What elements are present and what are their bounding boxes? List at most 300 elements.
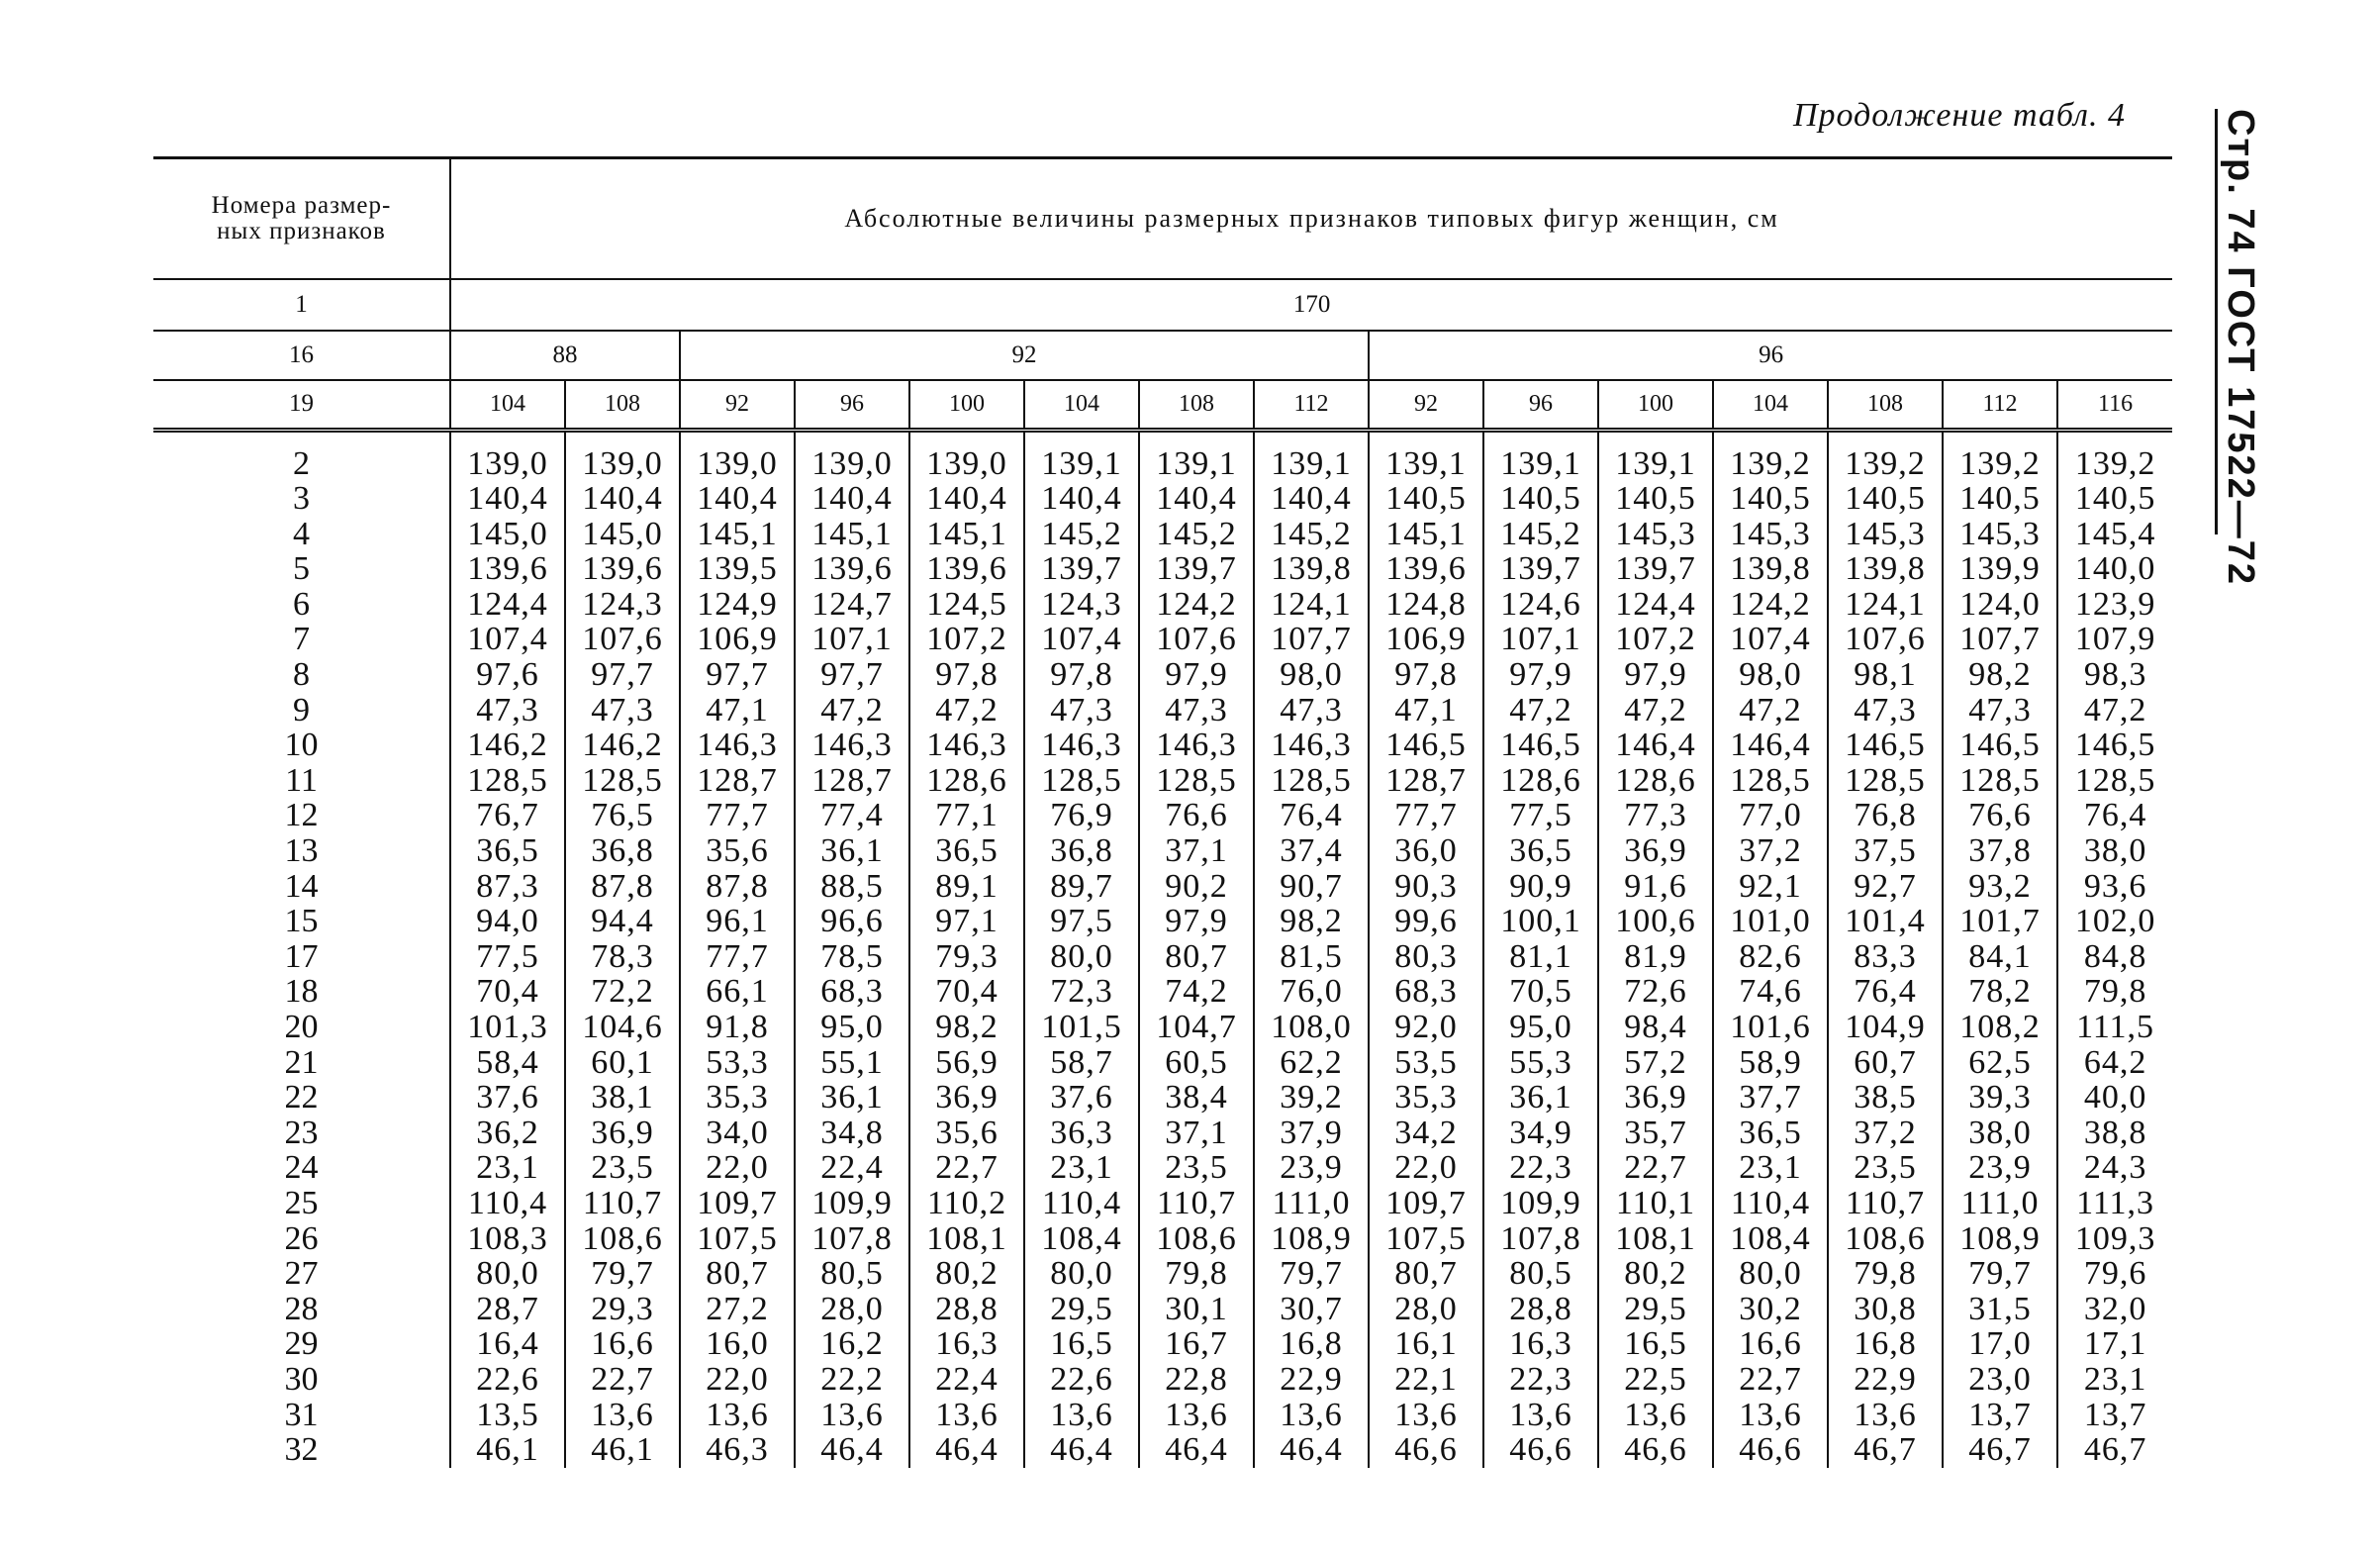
- table-cell: 128,6: [909, 763, 1024, 799]
- table-cell: 139,6: [1369, 551, 1483, 587]
- table-cell: 94,4: [565, 904, 680, 939]
- table-row: [153, 1362, 2172, 1398]
- table-cell: 139,2: [1713, 446, 1828, 482]
- table-cell: 13,6: [1598, 1398, 1713, 1433]
- table-cell: 23,0: [1943, 1362, 2057, 1398]
- table-cell: 124,7: [795, 587, 909, 623]
- row-number: 20: [153, 1010, 450, 1045]
- table-cell: 97,8: [1369, 657, 1483, 693]
- table-cell: 106,9: [1369, 622, 1483, 657]
- table-cell: 22,0: [680, 1362, 795, 1398]
- table-cell: 145,2: [1483, 517, 1598, 552]
- table-cell: 68,3: [795, 974, 909, 1010]
- table-cell: 22,5: [1598, 1362, 1713, 1398]
- table-cell: 76,4: [1828, 974, 1943, 1010]
- table-cell: 84,1: [1943, 939, 2057, 975]
- table-cell: 82,6: [1713, 939, 1828, 975]
- table-cell: 16,5: [1598, 1326, 1713, 1362]
- table-cell: 101,0: [1713, 904, 1828, 939]
- table-row: [153, 1398, 2172, 1433]
- table-cell: 22,4: [795, 1150, 909, 1186]
- table-cell: 80,0: [1024, 939, 1139, 975]
- table-cell: 37,1: [1139, 1116, 1254, 1151]
- table-cell: 140,5: [1943, 481, 2057, 517]
- spacer-cell: [2057, 430, 2172, 446]
- table-cell: 90,7: [1254, 869, 1369, 905]
- table-cell: 23,5: [1828, 1150, 1943, 1186]
- table-cell: 77,7: [680, 939, 795, 975]
- table-cell: 76,4: [2083, 797, 2147, 834]
- page-side-header: Стр. 74 ГОСТ 17522—72: [2220, 109, 2261, 587]
- table-cell: 80,7: [1369, 1256, 1483, 1292]
- table-cell: 139,0: [565, 446, 680, 482]
- table-cell: 47,3: [1943, 693, 2057, 728]
- table-cell: 128,7: [795, 763, 909, 799]
- table-cell: 145,1: [680, 517, 795, 552]
- table-cell: 98,1: [1828, 657, 1943, 693]
- table-cell: 35,7: [1598, 1116, 1713, 1151]
- table-cell: 77,1: [909, 798, 1024, 833]
- spacer-cell: [1024, 430, 1139, 446]
- table-cell: 91,6: [1598, 869, 1713, 905]
- table-cell: 79,8: [1828, 1256, 1943, 1292]
- table-cell: 108,4: [1024, 1221, 1139, 1257]
- table-cell: 47,2: [1598, 693, 1713, 728]
- table-cell: 128,5: [1024, 763, 1139, 799]
- table-cell: 139,1: [1483, 446, 1598, 482]
- table-cell: 80,5: [795, 1256, 909, 1292]
- table-cell: 111,0: [1254, 1186, 1369, 1221]
- table-cell: 140,4: [450, 481, 565, 517]
- table-cell: 34,9: [1483, 1116, 1598, 1151]
- row-number: 7: [153, 622, 450, 657]
- table-cell: 46,7: [2083, 1431, 2147, 1469]
- table-cell: 46,3: [680, 1432, 795, 1468]
- table-cell: 108,4: [1713, 1221, 1828, 1257]
- spacer-cell: [565, 430, 680, 446]
- table-cell: 140,4: [1024, 481, 1139, 517]
- table-cell: 76,8: [1828, 798, 1943, 833]
- table-cell: 92,0: [1369, 1010, 1483, 1045]
- table-cell: 95,0: [1483, 1010, 1598, 1045]
- table-cell: 98,2: [909, 1010, 1024, 1045]
- table-cell: 139,2: [1943, 446, 2057, 482]
- subcol-header: 100: [1598, 380, 1713, 430]
- table-cell: 146,3: [1254, 728, 1369, 763]
- table-cell: 110,7: [565, 1186, 680, 1221]
- spacer-cell: [450, 430, 565, 446]
- table-cell: 98,2: [1943, 657, 2057, 693]
- table-row: [153, 1432, 2172, 1468]
- table-cell: 22,9: [1828, 1362, 1943, 1398]
- table-cell: 107,1: [795, 622, 909, 657]
- table-cell: 146,5: [1943, 728, 2057, 763]
- table-cell: 140,4: [909, 481, 1024, 517]
- table-cell: 128,5: [2074, 761, 2156, 799]
- table-cell: 128,5: [1713, 763, 1828, 799]
- table-cell: 76,0: [1254, 974, 1369, 1010]
- table-cell: 39,2: [1254, 1080, 1369, 1116]
- table-cell: 37,6: [450, 1080, 565, 1116]
- table-cell: 36,8: [1024, 833, 1139, 869]
- table-cell: 81,5: [1254, 939, 1369, 975]
- table-cell: 16,7: [1139, 1326, 1254, 1362]
- subcol-header: 96: [1483, 380, 1598, 430]
- table-cell: 38,0: [1943, 1116, 2057, 1151]
- subcol-header: 112: [1254, 380, 1369, 430]
- table-cell: 128,6: [1598, 763, 1713, 799]
- table-cell: 124,3: [565, 587, 680, 623]
- row-number: 3: [153, 481, 450, 517]
- table-cell: 97,1: [909, 904, 1024, 939]
- table-cell: 13,6: [1024, 1398, 1139, 1433]
- table-cell: 79,8: [2083, 973, 2147, 1011]
- measurements-table: [153, 156, 2172, 1468]
- table-cell: 30,7: [1254, 1292, 1369, 1327]
- table-cell: 37,2: [1713, 833, 1828, 869]
- table-cell: 111,0: [1943, 1186, 2057, 1221]
- table-cell: 145,3: [1943, 517, 2057, 552]
- spacer-cell: [1713, 430, 1828, 446]
- table-cell: 47,3: [1828, 693, 1943, 728]
- table-cell: 146,3: [1139, 728, 1254, 763]
- table-cell: 146,4: [1713, 728, 1828, 763]
- table-header: [153, 158, 2172, 446]
- table-cell: 101,4: [1828, 904, 1943, 939]
- table-cell: 107,4: [450, 622, 565, 657]
- table-cell: 124,2: [1713, 587, 1828, 623]
- table-cell: 110,4: [1713, 1186, 1828, 1221]
- table-cell: 13,5: [450, 1398, 565, 1433]
- table-cell: 139,1: [1024, 446, 1139, 482]
- table-cell: 145,3: [1598, 517, 1713, 552]
- table-cell: 28,8: [1483, 1292, 1598, 1327]
- header-row-19: [153, 380, 2172, 430]
- table-cell: 139,1: [1598, 446, 1713, 482]
- subcol-header: 108: [1139, 380, 1254, 430]
- table-cell: 139,7: [1483, 551, 1598, 587]
- table-cell: 47,1: [680, 693, 795, 728]
- table-cell: 46,1: [565, 1432, 680, 1468]
- table-cell: 79,7: [1943, 1256, 2057, 1292]
- table-cell: 98,4: [1598, 1010, 1713, 1045]
- table-cell: 146,2: [565, 728, 680, 763]
- table-cell: 107,5: [680, 1221, 795, 1257]
- header-row-16: [153, 331, 2172, 380]
- table-cell: 145,3: [1713, 517, 1828, 552]
- table-cell: 29,5: [1024, 1292, 1139, 1327]
- table-cell: 139,6: [909, 551, 1024, 587]
- table-cell: 140,4: [565, 481, 680, 517]
- table-cell: 16,8: [1254, 1326, 1369, 1362]
- table-cell: 36,1: [795, 833, 909, 869]
- table-cell: 146,2: [450, 728, 565, 763]
- table-cell: 83,3: [1828, 939, 1943, 975]
- table-cell: 36,5: [1713, 1116, 1828, 1151]
- table-cell: 128,7: [680, 763, 795, 799]
- table-cell: 139,1: [1254, 446, 1369, 482]
- table-cell: 22,3: [1483, 1150, 1598, 1186]
- table-cell: 97,8: [1024, 657, 1139, 693]
- table-cell: 46,4: [909, 1432, 1024, 1468]
- table-cell: 101,7: [1943, 904, 2057, 939]
- table-cell: 146,3: [795, 728, 909, 763]
- table-cell: 13,7: [1943, 1398, 2057, 1433]
- table-cell: 140,4: [795, 481, 909, 517]
- table-cell: 128,5: [1254, 763, 1369, 799]
- side-header-rule: [2215, 109, 2218, 534]
- table-cell: 22,7: [1713, 1362, 1828, 1398]
- table-cell: 38,4: [1139, 1080, 1254, 1116]
- table-cell: 36,5: [1483, 833, 1598, 869]
- table-cell: 46,7: [1828, 1432, 1943, 1468]
- table-cell: 22,7: [909, 1150, 1024, 1186]
- height-value: 170: [450, 279, 2172, 331]
- table-cell: 56,9: [909, 1045, 1024, 1081]
- table-cell: 97,6: [450, 657, 565, 693]
- table-cell: 55,3: [1483, 1045, 1598, 1081]
- table-cell: 46,7: [1943, 1432, 2057, 1468]
- table-cell: 90,3: [1369, 869, 1483, 905]
- table-cell: 139,0: [795, 446, 909, 482]
- table-cell: 92,7: [1828, 869, 1943, 905]
- table-cell: 58,7: [1024, 1045, 1139, 1081]
- table-cell: 107,2: [909, 622, 1024, 657]
- table-cell: 140,5: [1369, 481, 1483, 517]
- table-cell: 38,8: [2083, 1114, 2147, 1151]
- group-96: 96: [1369, 331, 2172, 380]
- table-cell: 96,6: [795, 904, 909, 939]
- table-cell: 47,3: [1024, 693, 1139, 728]
- table-cell: 101,5: [1024, 1010, 1139, 1045]
- table-row: [153, 622, 2172, 657]
- table-cell: 107,8: [795, 1221, 909, 1257]
- table-cell: 38,1: [565, 1080, 680, 1116]
- table-cell: 108,3: [450, 1221, 565, 1257]
- table-cell: 46,1: [450, 1432, 565, 1468]
- table-cell: 139,2: [1828, 446, 1943, 482]
- table-cell: 97,9: [1598, 657, 1713, 693]
- table-row: [153, 1080, 2172, 1116]
- table-cell: 77,4: [795, 798, 909, 833]
- table-cell: 128,5: [1943, 763, 2057, 799]
- table-cell: 77,0: [1713, 798, 1828, 833]
- table-cell: 140,5: [2074, 480, 2156, 518]
- table-cell: 62,2: [1254, 1045, 1369, 1081]
- table-cell: 108,6: [1828, 1221, 1943, 1257]
- table-cell: 36,1: [795, 1080, 909, 1116]
- table-row: [153, 587, 2172, 623]
- measurements-table-wrapper: [153, 156, 2172, 1468]
- table-cell: 97,7: [795, 657, 909, 693]
- spacer-cell: [795, 430, 909, 446]
- table-cell: 92,1: [1713, 869, 1828, 905]
- table-cell: 146,5: [2074, 727, 2156, 764]
- table-cell: 109,9: [795, 1186, 909, 1221]
- table-cell: 139,0: [909, 446, 1024, 482]
- table-cell: 81,1: [1483, 939, 1598, 975]
- table-cell: 38,5: [1828, 1080, 1943, 1116]
- spacer-cell: [1483, 430, 1598, 446]
- table-cell: 47,3: [1254, 693, 1369, 728]
- spacer-cell: [1943, 430, 2057, 446]
- table-cell: 124,8: [1369, 587, 1483, 623]
- table-cell: 87,8: [565, 869, 680, 905]
- table-cell: 139,2: [2074, 444, 2156, 482]
- table-cell: 13,6: [1139, 1398, 1254, 1433]
- table-cell: 107,4: [1713, 622, 1828, 657]
- table-cell: 38,0: [2083, 832, 2147, 870]
- table-cell: 146,3: [680, 728, 795, 763]
- table-row: [153, 1186, 2172, 1221]
- table-cell: 109,7: [680, 1186, 795, 1221]
- table-cell: 35,3: [1369, 1080, 1483, 1116]
- table-cell: 145,4: [2074, 515, 2156, 552]
- row-number: 27: [153, 1256, 450, 1292]
- table-cell: 77,7: [1369, 798, 1483, 833]
- table-cell: 16,3: [1483, 1326, 1598, 1362]
- table-cell: 72,2: [565, 974, 680, 1010]
- table-cell: 23,1: [1713, 1150, 1828, 1186]
- header-row-1: [153, 279, 2172, 331]
- table-cell: 53,3: [680, 1045, 795, 1081]
- table-cell: 106,9: [680, 622, 795, 657]
- table-cell: 13,6: [909, 1398, 1024, 1433]
- table-row: [153, 1256, 2172, 1292]
- table-cell: 13,6: [565, 1398, 680, 1433]
- table-cell: 46,4: [1139, 1432, 1254, 1468]
- table-cell: 17,0: [1943, 1326, 2057, 1362]
- table-cell: 46,6: [1369, 1432, 1483, 1468]
- table-cell: 80,0: [1713, 1256, 1828, 1292]
- table-cell: 47,2: [1713, 693, 1828, 728]
- table-cell: 74,6: [1713, 974, 1828, 1010]
- table-cell: 140,5: [1483, 481, 1598, 517]
- table-cell: 22,8: [1139, 1362, 1254, 1398]
- table-cell: 80,7: [680, 1256, 795, 1292]
- table-cell: 16,4: [450, 1326, 565, 1362]
- table-cell: 22,9: [1254, 1362, 1369, 1398]
- row-number: 10: [153, 728, 450, 763]
- table-cell: 62,5: [1943, 1045, 2057, 1081]
- row-number: 12: [153, 798, 450, 833]
- table-row: [153, 1221, 2172, 1257]
- table-cell: 78,5: [795, 939, 909, 975]
- table-cell: 16,6: [1713, 1326, 1828, 1362]
- table-cell: 146,4: [1598, 728, 1713, 763]
- row-label-16: 16: [153, 331, 450, 380]
- row-number: 22: [153, 1080, 450, 1116]
- table-cell: 107,7: [1943, 622, 2057, 657]
- row-label-19: 19: [153, 380, 450, 430]
- table-cell: 77,5: [450, 939, 565, 975]
- table-row: [153, 1326, 2172, 1362]
- table-cell: 108,6: [1139, 1221, 1254, 1257]
- table-cell: 37,9: [1254, 1116, 1369, 1151]
- table-cell: 80,7: [1139, 939, 1254, 975]
- table-cell: 140,5: [1828, 481, 1943, 517]
- table-cell: 23,9: [1254, 1150, 1369, 1186]
- table-cell: 76,9: [1024, 798, 1139, 833]
- table-cell: 107,8: [1483, 1221, 1598, 1257]
- subcol-header: 104: [1713, 380, 1828, 430]
- table-cell: 32,0: [2083, 1290, 2147, 1327]
- table-cell: 110,4: [450, 1186, 565, 1221]
- table-cell: 58,4: [450, 1045, 565, 1081]
- table-cell: 97,7: [565, 657, 680, 693]
- table-cell: 89,7: [1024, 869, 1139, 905]
- table-cell: 35,6: [909, 1116, 1024, 1151]
- table-cell: 16,0: [680, 1326, 795, 1362]
- table-row: [153, 974, 2172, 1010]
- table-cell: 145,3: [1828, 517, 1943, 552]
- table-body: [153, 446, 2172, 1468]
- table-cell: 36,1: [1483, 1080, 1598, 1116]
- table-cell: 128,6: [1483, 763, 1598, 799]
- spacer-cell: [153, 430, 450, 446]
- table-cell: 110,2: [909, 1186, 1024, 1221]
- table-cell: 22,0: [680, 1150, 795, 1186]
- table-cell: 36,2: [450, 1116, 565, 1151]
- table-cell: 97,9: [1139, 904, 1254, 939]
- spacer-cell: [1139, 430, 1254, 446]
- table-cell: 110,1: [1598, 1186, 1713, 1221]
- table-cell: 57,2: [1598, 1045, 1713, 1081]
- table-cell: 91,8: [680, 1010, 795, 1045]
- spacer-cell: [1254, 430, 1369, 446]
- table-cell: 99,6: [1369, 904, 1483, 939]
- table-cell: 30,2: [1713, 1292, 1828, 1327]
- table-cell: 36,0: [1369, 833, 1483, 869]
- table-cell: 23,9: [1943, 1150, 2057, 1186]
- table-cell: 22,6: [1024, 1362, 1139, 1398]
- row-number: 26: [153, 1221, 450, 1257]
- table-cell: 107,1: [1483, 622, 1598, 657]
- table-cell: 68,3: [1369, 974, 1483, 1010]
- table-cell: 98,3: [2083, 656, 2147, 694]
- table-cell: 27,2: [680, 1292, 795, 1327]
- row-number: 5: [153, 551, 450, 587]
- table-row: [153, 693, 2172, 728]
- table-cell: 70,4: [909, 974, 1024, 1010]
- table-cell: 109,7: [1369, 1186, 1483, 1221]
- table-cell: 30,1: [1139, 1292, 1254, 1327]
- table-cell: 80,0: [1024, 1256, 1139, 1292]
- table-cell: 64,2: [2083, 1043, 2147, 1081]
- table-cell: 100,1: [1483, 904, 1598, 939]
- table-cell: 30,8: [1828, 1292, 1943, 1327]
- row-number: 2: [153, 446, 450, 482]
- table-row: [153, 904, 2172, 939]
- spacer-cell: [680, 430, 795, 446]
- table-cell: 80,5: [1483, 1256, 1598, 1292]
- table-cell: 36,5: [909, 833, 1024, 869]
- table-cell: 77,3: [1598, 798, 1713, 833]
- table-cell: 47,2: [795, 693, 909, 728]
- table-cell: 97,9: [1483, 657, 1598, 693]
- table-cell: 58,9: [1713, 1045, 1828, 1081]
- table-cell: 108,6: [565, 1221, 680, 1257]
- table-cell: 72,6: [1598, 974, 1713, 1010]
- table-cell: 16,6: [565, 1326, 680, 1362]
- table-cell: 139,5: [680, 551, 795, 587]
- table-cell: 16,2: [795, 1326, 909, 1362]
- table-cell: 145,1: [1369, 517, 1483, 552]
- row-label-1: 1: [153, 279, 450, 331]
- table-cell: 93,6: [2083, 867, 2147, 905]
- table-cell: 37,5: [1828, 833, 1943, 869]
- table-cell: 145,2: [1254, 517, 1369, 552]
